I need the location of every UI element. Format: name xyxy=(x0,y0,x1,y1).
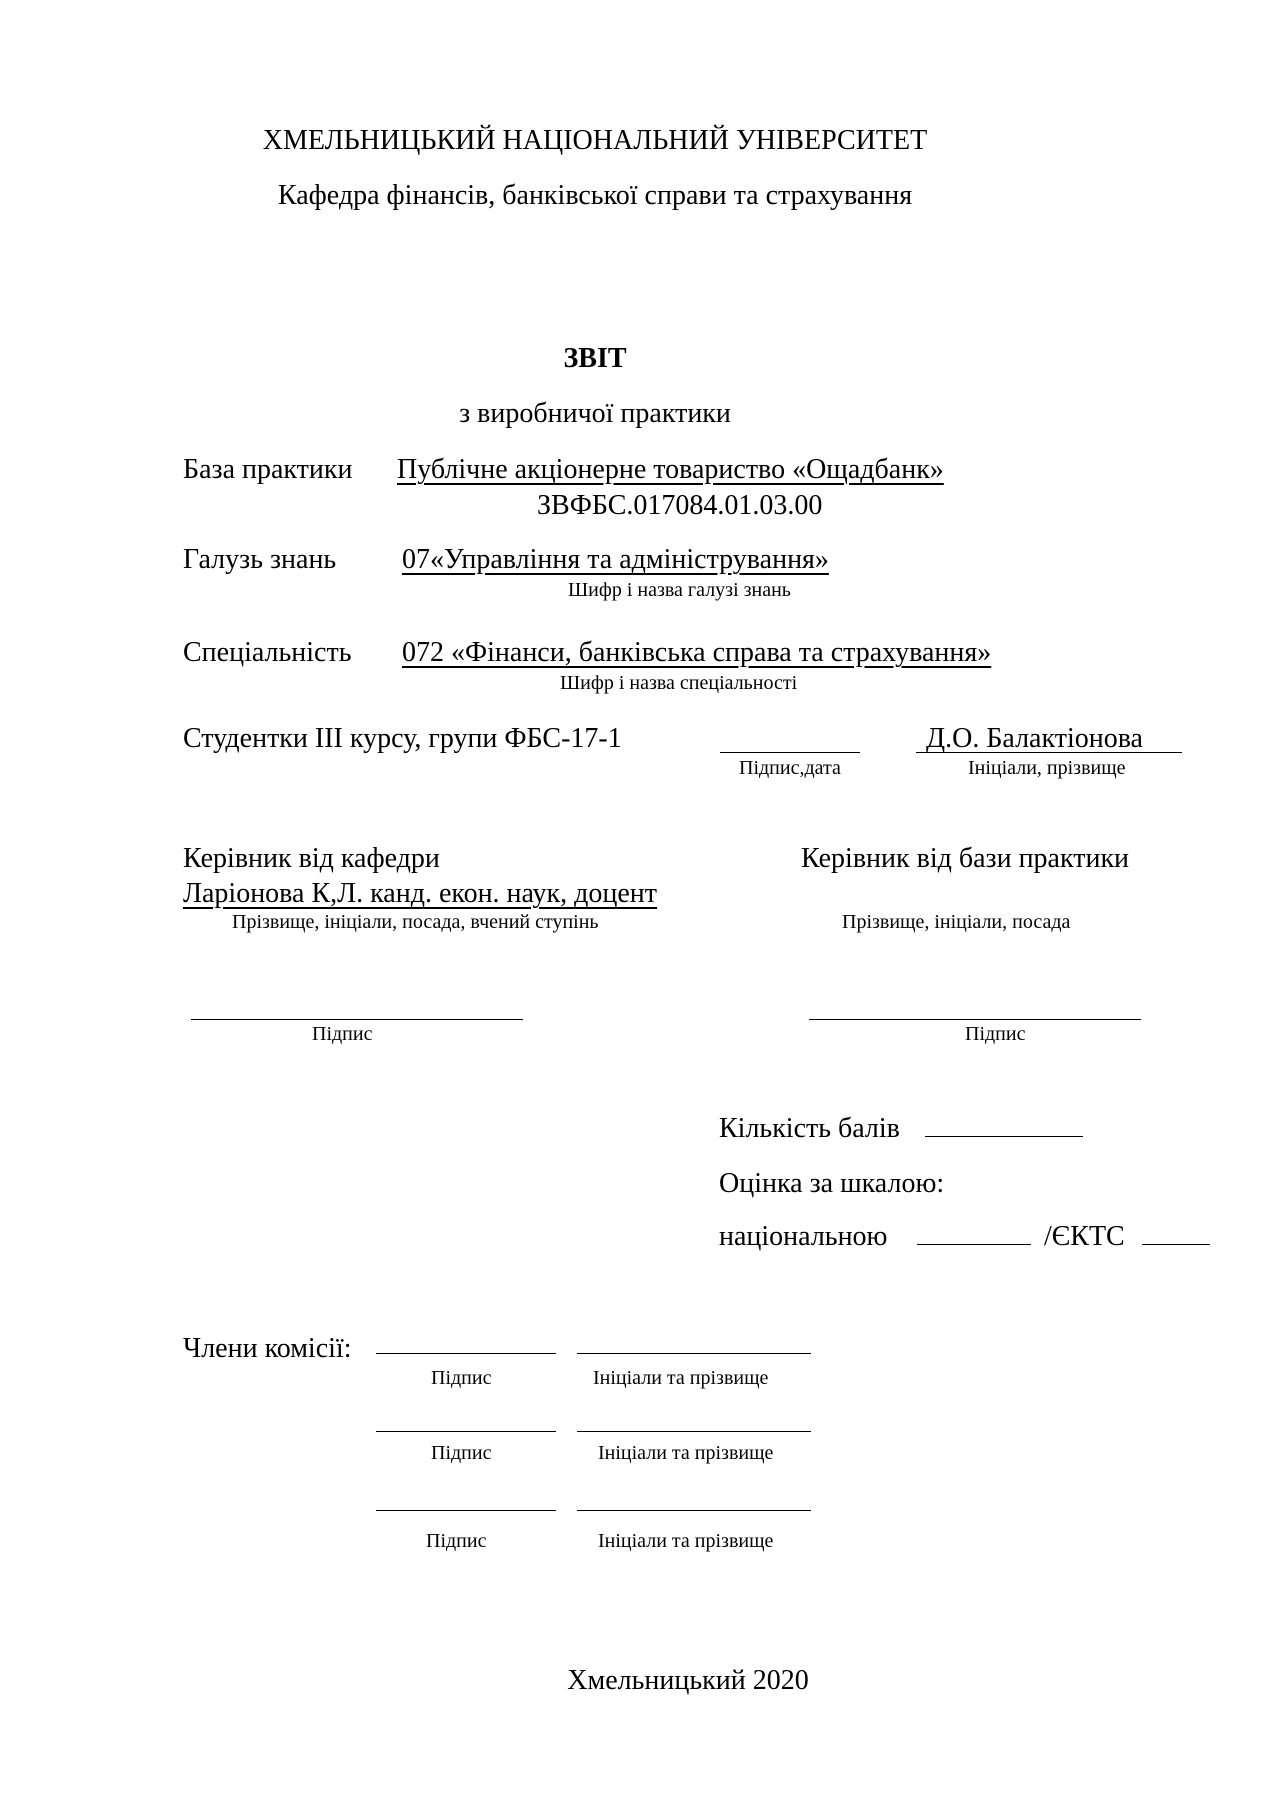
report-title: ЗВІТ xyxy=(563,343,627,374)
national-label: національною xyxy=(719,1221,888,1252)
dept-supervisor-name: Ларіонова К,Л. канд. екон. наук, доцент xyxy=(183,878,658,909)
base-value: Публічне акціонерне товариство «Ощадбанк» xyxy=(397,454,944,485)
commission-name-caption: Ініціали та прізвище xyxy=(593,1367,769,1389)
commission-name-line-2 xyxy=(577,1431,811,1432)
ects-label: /ЄКТС xyxy=(1044,1221,1125,1252)
scale-label: Оцінка за шкалою: xyxy=(719,1168,945,1199)
specialty-value: 072 «Фінанси, банківська справа та страхування» xyxy=(402,637,992,668)
commission-sign-line-2 xyxy=(376,1431,556,1432)
dept-supervisor-label: Керівник від кафедри xyxy=(183,843,440,874)
commission-sign-caption: Підпис xyxy=(426,1530,487,1552)
student-name-line xyxy=(916,752,1182,753)
commission-sign-line-3 xyxy=(376,1510,556,1511)
commission-name-caption: Ініціали та прізвище xyxy=(598,1442,774,1464)
field-value: 07«Управління та адміністрування» xyxy=(402,544,829,575)
base-supervisor-sign-caption: Підпис xyxy=(965,1023,1026,1045)
city-year: Хмельницький 2020 xyxy=(567,1665,809,1696)
base-label: База практики xyxy=(183,454,353,485)
commission-name-line-1 xyxy=(577,1353,811,1354)
points-label: Кількість балів xyxy=(719,1113,900,1144)
student-sign-caption: Підпис,дата xyxy=(739,757,841,779)
student-signature-line xyxy=(720,752,860,753)
specialty-caption: Шифр і назва спеціальності xyxy=(560,672,798,694)
field-caption: Шифр і назва галузі знань xyxy=(568,579,791,601)
field-label: Галузь знань xyxy=(183,544,337,575)
student-name-caption: Ініціали, прізвище xyxy=(968,757,1126,779)
points-line xyxy=(925,1136,1083,1137)
specialty-label: Спеціальність xyxy=(183,637,352,668)
student-name: Д.О. Балактіонова xyxy=(926,723,1143,754)
commission-sign-line-1 xyxy=(376,1353,556,1354)
student-label: Студентки ІІІ курсу, групи ФБС-17-1 xyxy=(183,723,622,754)
university-name: ХМЕЛЬНИЦЬКИЙ НАЦІОНАЛЬНИЙ УНІВЕРСИТЕТ xyxy=(262,125,928,156)
dept-supervisor-sign-caption: Підпис xyxy=(312,1023,373,1045)
base-supervisor-caption: Прізвище, ініціали, посада xyxy=(842,911,1071,933)
national-grade-line xyxy=(917,1244,1031,1245)
ects-grade-line xyxy=(1142,1244,1210,1245)
commission-name-line-3 xyxy=(577,1510,811,1511)
commission-sign-caption: Підпис xyxy=(431,1442,492,1464)
report-code: ЗВФБС.017084.01.03.00 xyxy=(537,490,823,521)
base-supervisor-signature-line xyxy=(809,1019,1141,1020)
commission-sign-caption: Підпис xyxy=(431,1367,492,1389)
report-subtitle: з виробничої практики xyxy=(459,398,731,429)
dept-supervisor-signature-line xyxy=(191,1019,523,1020)
dept-supervisor-caption: Прізвище, ініціали, посада, вчений ступінь xyxy=(232,911,599,933)
commission-name-caption: Ініціали та прізвище xyxy=(598,1530,774,1552)
department-name: Кафедра фінансів, банківської справи та страхування xyxy=(277,180,913,211)
base-supervisor-label: Керівник від бази практики xyxy=(801,843,1130,874)
commission-label: Члени комісії: xyxy=(183,1333,352,1364)
